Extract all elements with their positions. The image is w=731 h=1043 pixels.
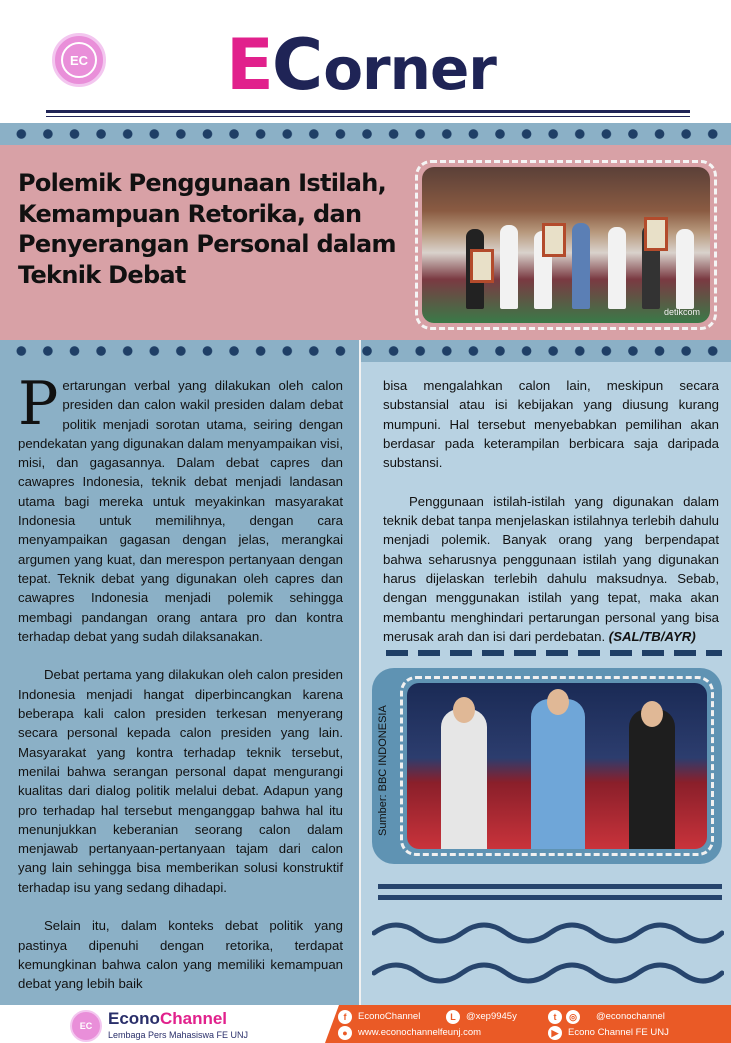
masthead-letter-e: E	[226, 24, 272, 106]
photo-figure	[572, 223, 590, 309]
youtube-icon[interactable]: ▶	[548, 1026, 562, 1040]
right-column-text	[383, 376, 719, 665]
globe-icon[interactable]: ●	[338, 1026, 352, 1040]
column-divider	[359, 340, 361, 1005]
decorative-waves	[372, 915, 724, 995]
youtube-channel[interactable]: Econo Channel FE UNJ	[568, 1027, 669, 1038]
instagram-handle[interactable]: @econochannel	[596, 1011, 665, 1022]
dashed-divider	[386, 650, 722, 656]
photo-debate	[400, 676, 714, 856]
photo-source-caption: Sumber: BBC INDONESIA	[377, 705, 389, 837]
masthead-title	[226, 24, 496, 106]
photo-debate-image	[407, 683, 707, 849]
paragraph-5-text: Penggunaan istilah-istilah yang digunakan dalam teknik debat tanpa menjelaskan istilahnya terlebih dahulu menjadi polemik. Banyak orang yang berpendapat bahwa seharusnya penggunaan istilah yang digunakan harus dijelaskan terlebih dahulu maksudnya. Sebab, dengan menggunakan istilah yang tepat, maka akan membantu menghindari pertarungan personal yang bisa merusak arah dan isi dari perdebatan.	[383, 493, 719, 644]
left-column-text	[18, 369, 343, 1013]
photo-person	[441, 709, 487, 849]
footer-brand-part1: Econo	[108, 1009, 160, 1028]
paragraph-3: Selain itu, dalam konteks debat politik yang pastinya dipenuhi dengan retorika, terdapat kemungkinan bahwa calon yang memiliki kemampuan debat yang lebih baik	[18, 918, 343, 992]
facebook-handle[interactable]: EconoChannel	[358, 1011, 421, 1022]
article-headline: Polemik Penggunaan Istilah, Kemampuan Retorika, dan Penyerangan Personal dalam Teknik Debat	[18, 169, 396, 289]
number-board-2	[542, 223, 566, 257]
facebook-icon[interactable]: f	[338, 1010, 352, 1024]
decorative-stripes	[378, 884, 722, 906]
paragraph-5	[383, 492, 719, 646]
stripe	[378, 895, 722, 900]
photo-person	[531, 699, 585, 849]
photo-figure	[500, 225, 518, 309]
photo-person-head	[453, 697, 475, 723]
website-link[interactable]: www.econochannelfeunj.com	[358, 1027, 482, 1038]
photo-person	[629, 709, 675, 849]
dot-bar-middle	[0, 340, 731, 362]
dot-bar-top	[0, 123, 731, 145]
footer-ec-logo: EC	[70, 1010, 102, 1042]
photo-figure	[608, 227, 626, 309]
masthead-letter-c: C	[271, 24, 322, 106]
line-icon[interactable]: L	[446, 1010, 460, 1024]
paragraph-4: bisa mengalahkan calon lain, meskipun secara substansial atau isi kebijakan yang diusung kurang mumpuni. Hal tersebut menyebabkan pemilihan akan berdasar pada keterampilan berbicara saja daripada substansi.	[383, 378, 719, 471]
dot-pattern	[8, 345, 728, 357]
footer-brand	[108, 1009, 227, 1029]
twitter-icon[interactable]: t	[548, 1010, 562, 1024]
ec-logo-badge	[52, 33, 106, 87]
number-board-3	[644, 217, 668, 251]
instagram-icon[interactable]: ◎	[566, 1010, 580, 1024]
paragraph-1	[18, 369, 343, 646]
photo-candidates-image	[422, 167, 710, 323]
line-handle[interactable]: @xep9945y	[466, 1011, 517, 1022]
drop-cap: P	[18, 369, 59, 439]
footer-subtitle: Lembaga Pers Mahasiswa FE UNJ	[108, 1030, 249, 1040]
dot-pattern	[8, 128, 728, 140]
author-credit: (SAL/TB/AYR)	[608, 628, 696, 644]
photo-watermark: detikcom	[663, 307, 700, 317]
number-board-1	[470, 249, 494, 283]
photo-person-head	[547, 689, 569, 715]
paragraph-1-text: ertarungan verbal yang dilakukan oleh calon presiden dan calon wakil presiden dalam debat politik menjadi sorotan utama, seiring dengan pendekatan yang digunakan dalam menyampaikan visi, misi, dan gagasannya. Dalam debat capres dan cawapres Indonesia, teknik debat menjadi landasan utama bagi mereka untuk meyakinkan masyarakat Indonesia untuk memilihnya, dengan cara menyampaikan gagasan dengan jelas, merangkai argumen yang kuat, dan merespon pertanyaan dengan tepat. Teknik debat yang digunakan oleh capres dan cawapres Indonesia menjadi polemik sehingga membagi pandangan orang antara pro dan kontra terhadap debat yang sudah dilaksanakan.	[18, 378, 343, 644]
masthead-word: orner	[323, 35, 496, 103]
header-divider-thin	[46, 116, 690, 117]
stripe	[378, 884, 722, 889]
photo-figure	[676, 229, 694, 309]
ec-logo-text: EC	[61, 42, 97, 78]
header	[0, 0, 731, 124]
photo-person-head	[641, 701, 663, 727]
photo-candidates-numbers	[415, 160, 717, 330]
footer-brand-part2: Channel	[159, 1009, 228, 1028]
header-divider	[46, 110, 690, 113]
paragraph-2: Debat pertama yang dilakukan oleh calon presiden Indonesia menjadi hangat diperbincangkan karena beberapa kali calon presiden terkesan menyerang secara personal kepada calon presiden yang lain. Masyarakat yang kontra terhadap teknik tersebut, menilai bahwa serangan personal dapat mengurangi kualitas dari dialog politik melalui debat. Adapun yang pro terhadap hal tersebut menganggap bahwa hal itu menunjukkan keberanian seorang calon dalam menjawab pertanyaan-pertanyaan tajam dari calon yang lain sehingga bisa memberikan solusi konstruktif terhadap isu yang sedang dihadapi.	[18, 667, 343, 895]
